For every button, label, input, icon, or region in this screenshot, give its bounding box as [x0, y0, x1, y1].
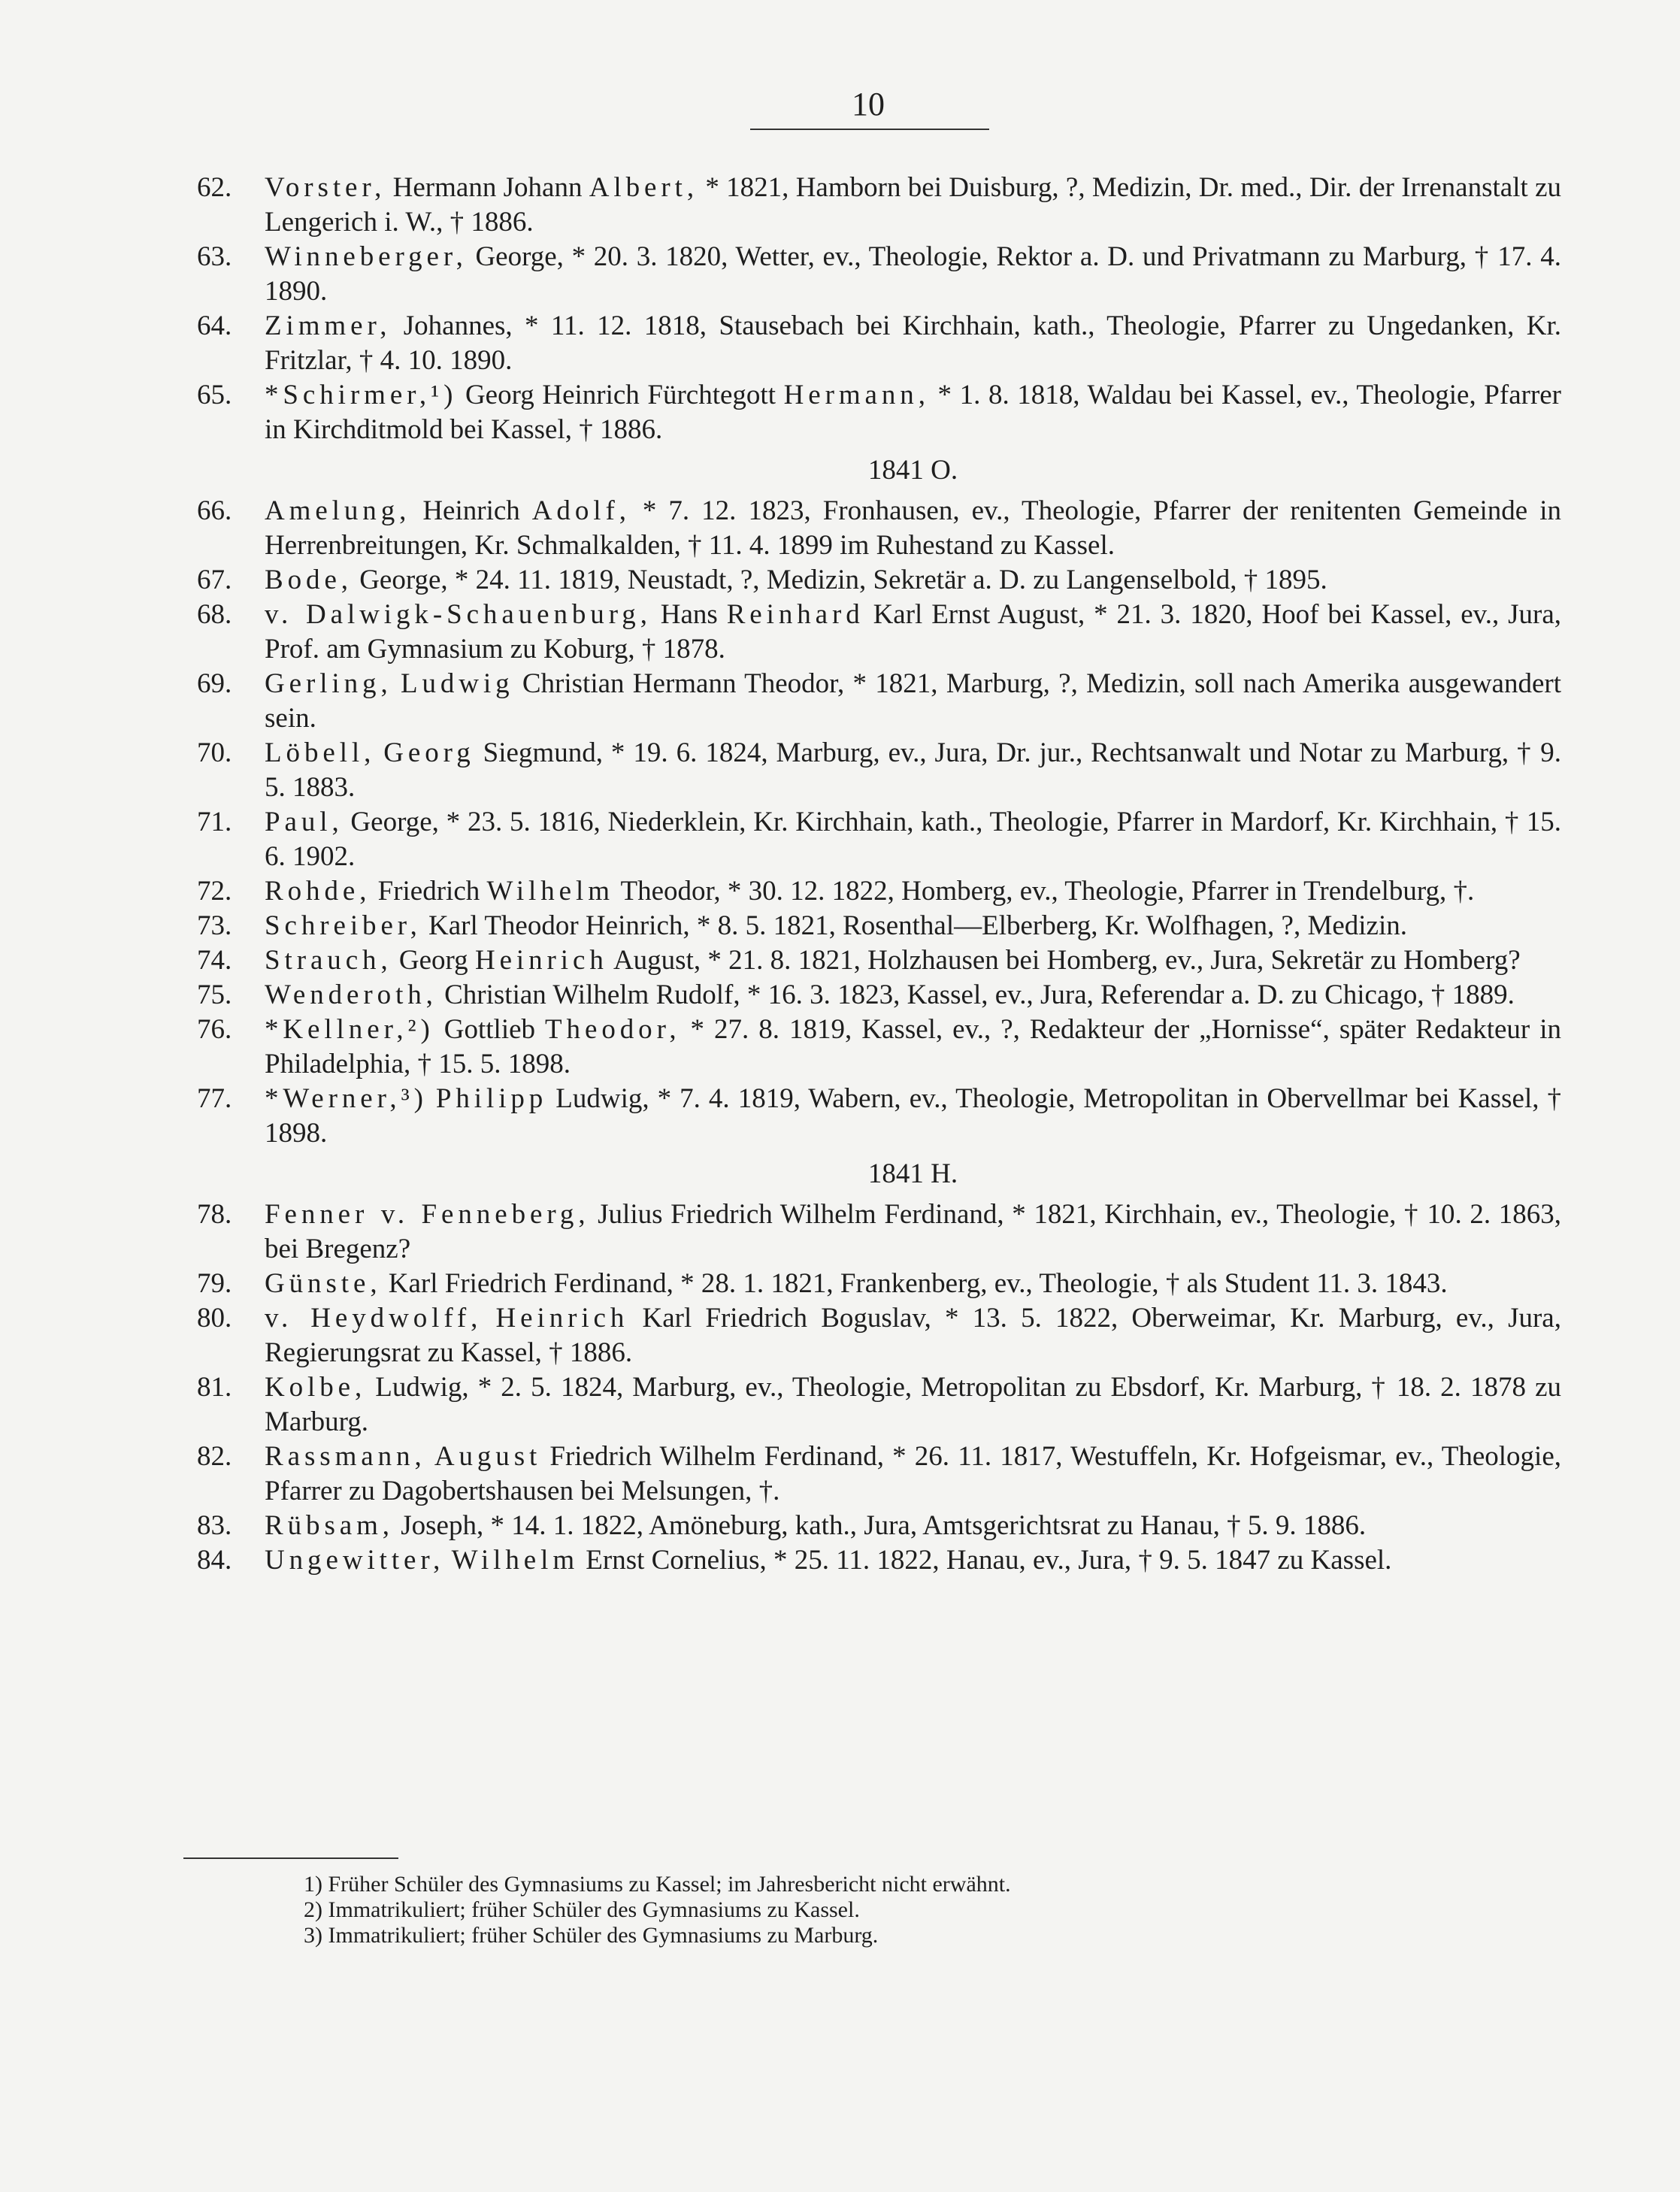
entry-callname: Wilhelm: [486, 876, 614, 907]
entry-number: 67.: [197, 565, 232, 595]
entry-surname: Vorster,: [265, 172, 386, 203]
entry-text: [392, 668, 401, 699]
entry-callname: Heinrich: [474, 945, 608, 976]
entry-surname: Kolbe,: [265, 1372, 367, 1403]
entry: [197, 943, 1561, 978]
entry-number: 71.: [197, 807, 232, 837]
entry: [197, 1301, 1561, 1370]
entry-number: 69.: [197, 668, 232, 699]
entry: [197, 494, 1561, 563]
footnote: 2) Immatrikuliert; früher Schüler des Gymnasiums zu Kassel.: [304, 1897, 860, 1922]
entry-number: 63.: [197, 241, 232, 272]
entry-text: Ludwig, * 7. 4. 1819, Wabern, ev., Theologie, Metropolitan in Obervellmar bei Kassel, † 1898.: [265, 1083, 1561, 1149]
entry-surname: Paul,: [265, 807, 344, 837]
entry-callname: Theodor,: [545, 1014, 681, 1045]
entry: [197, 1082, 1561, 1151]
entry-text: [375, 737, 383, 768]
entry-text: George, * 20. 3. 1820, Wetter, ev., Theologie, Rektor a. D. und Privatmann zu Marburg, † 17. 4. 1890.: [265, 241, 1561, 307]
entry: [197, 1267, 1561, 1301]
entry-callname: Adolf,: [531, 495, 631, 526]
entry-text: * 1. 8. 1818, Waldau bei Kassel, ev., Theologie, Pfarrer in Kirchditmold bei Kassel, † 1886.: [265, 380, 1562, 445]
entry-text: Heinrich: [410, 495, 532, 526]
entry: [197, 309, 1561, 378]
entry-text: * 7. 12. 1823, Fronhausen, ev., Theologie, Pfarrer der renitenten Gemeinde in Herrenbreitungen, Kr. Schmalkalden, † 11. 4. 1899 im Ruhestand zu Kassel.: [265, 495, 1561, 561]
footnote: 3) Immatrikuliert; früher Schüler des Gymnasiums zu Marburg.: [304, 1923, 879, 1948]
entry-text: [426, 1441, 434, 1472]
entry: [197, 1509, 1561, 1543]
entry-callname: Heinrich: [495, 1303, 629, 1334]
entry-surname: Rübsam,: [265, 1510, 394, 1541]
entry-number: 64.: [197, 310, 232, 341]
entry-number: 84.: [197, 1545, 232, 1576]
entry-surname: *Schirmer,¹): [265, 380, 458, 410]
entry-number: 77.: [197, 1083, 232, 1114]
entry: [197, 378, 1561, 447]
entry: [197, 240, 1561, 309]
entry: [197, 667, 1561, 736]
entry-number: 82.: [197, 1441, 232, 1472]
entry-text: * 27. 8. 1819, Kassel, ev., ?, Redakteur der „Hornisse“, später Redakteur in Philadelphia, † 15. 5. 1898.: [265, 1014, 1562, 1079]
entry: [197, 736, 1561, 805]
entry-text: Georg: [392, 945, 475, 976]
entry-number: 80.: [197, 1303, 232, 1334]
footnote: 1) Früher Schüler des Gymnasiums zu Kassel; im Jahresbericht nicht erwähnt.: [304, 1872, 1011, 1897]
header-rule: [750, 129, 989, 130]
entry-text: Friedrich Wilhelm Ferdinand, * 26. 11. 1817, Westuffeln, Kr. Hofgeismar, ev., Theologie, Pfarrer zu Dagobertshausen bei Melsungen, †.: [265, 1441, 1561, 1506]
entry-text: Christian Hermann Theodor, * 1821, Marburg, ?, Medizin, soll nach Amerika ausgewandert sein.: [265, 668, 1561, 734]
entry-text: Joseph, * 14. 1. 1822, Amöneburg, kath., Jura, Amtsgerichtsrat zu Hanau, † 5. 9. 1886.: [393, 1510, 1367, 1541]
entry: [197, 1440, 1561, 1509]
section-heading: 1841 O.: [867, 455, 958, 486]
entry-text: Karl Friedrich Boguslav, * 13. 5. 1822, Oberweimar, Kr. Marburg, ev., Jura, Regierungsrat zu Kassel, † 1886.: [265, 1303, 1561, 1368]
entry: [197, 598, 1561, 667]
entry-surname: Zimmer,: [265, 310, 392, 341]
entry-surname: Bode,: [265, 565, 353, 595]
entry-text: Gottlieb: [434, 1014, 546, 1045]
entry-surname: Winneberger,: [265, 241, 468, 272]
entry-surname: Rassmann,: [265, 1441, 426, 1472]
entry-surname: v. Dalwigk-Schauenburg,: [265, 599, 652, 630]
entry-number: 65.: [197, 380, 232, 410]
entry-callname: Reinhard: [726, 599, 864, 630]
footnote-list: [304, 1872, 1431, 1948]
entry-number: 81.: [197, 1372, 232, 1403]
entry-number: 76.: [197, 1014, 232, 1045]
page-number: 10: [852, 86, 885, 123]
entry-callname: Philipp: [435, 1083, 548, 1114]
entry-callname: Hermann,: [783, 380, 930, 410]
entry-surname: Günste,: [265, 1268, 382, 1299]
entry-callname: Albert,: [589, 172, 698, 203]
entry-number: 70.: [197, 737, 232, 768]
entry-surname: Fenner v. Fenneberg,: [265, 1199, 590, 1230]
entry-callname: August: [434, 1441, 542, 1472]
entry-surname: *Werner,³): [265, 1083, 428, 1114]
entry: [197, 909, 1561, 943]
entry-number: 72.: [197, 876, 232, 907]
entry-text: Karl Theodor Heinrich, * 8. 5. 1821, Rosenthal—Elberberg, Kr. Wolfhagen, ?, Medizin.: [421, 910, 1408, 941]
entry-number: 79.: [197, 1268, 232, 1299]
entry-surname: *Kellner,²): [265, 1014, 434, 1045]
entry-surname: Rohde,: [265, 876, 371, 907]
entry-text: [428, 1083, 436, 1114]
entry-callname: Georg: [383, 737, 475, 768]
entry-text: Johannes, * 11. 12. 1818, Stausebach bei Kirchhain, kath., Theologie, Pfarrer zu Ungedanken, Kr. Fritzlar, † 4. 10. 1890.: [265, 310, 1561, 376]
entry: [197, 1370, 1561, 1440]
entry-text: Theodor, * 30. 12. 1822, Homberg, ev., Theologie, Pfarrer in Trendelburg, †.: [613, 876, 1475, 907]
entry: [197, 171, 1561, 240]
entry-number: 62.: [197, 172, 232, 203]
entry-text: Julius Friedrich Wilhelm Ferdinand, * 1821, Kirchhain, ev., Theologie, † 10. 2. 1863, bei Bregenz?: [265, 1199, 1561, 1264]
entry-number: 66.: [197, 495, 232, 526]
entry-surname: Ungewitter,: [265, 1545, 445, 1576]
entry: [197, 1197, 1561, 1267]
entry-number: 75.: [197, 979, 232, 1010]
entry-callname: Wilhelm: [451, 1545, 580, 1576]
entry: [197, 1543, 1561, 1578]
entry-text: Hans: [651, 599, 727, 630]
entry: [197, 978, 1561, 1013]
entry-surname: v. Heydwolff,: [265, 1303, 483, 1334]
entry-number: 83.: [197, 1510, 232, 1541]
entry-text: Friedrich: [371, 876, 487, 907]
entry-text: Georg Heinrich Fürchtegott: [457, 380, 784, 410]
entry-text: Christian Wilhelm Rudolf, * 16. 3. 1823, Kassel, ev., Jura, Referendar a. D. zu Chicago, † 1889.: [437, 979, 1515, 1010]
entry: [197, 563, 1561, 598]
entry-text: Karl Ernst August, * 21. 3. 1820, Hoof bei Kassel, ev., Jura, Prof. am Gymnasium zu Koburg, † 1878.: [265, 599, 1562, 665]
entry-surname: Wenderoth,: [265, 979, 437, 1010]
entry-text: George, * 24. 11. 1819, Neustadt, ?, Medizin, Sekretär a. D. zu Langenselbold, † 1895.: [352, 565, 1327, 595]
entry-surname: Strauch,: [265, 945, 392, 976]
entry-surname: Löbell,: [265, 737, 376, 768]
entry-text: Ernst Cornelius, * 25. 11. 1822, Hanau, ev., Jura, † 9. 5. 1847 zu Kassel.: [579, 1545, 1392, 1576]
entry-text: Siegmund, * 19. 6. 1824, Marburg, ev., Jura, Dr. jur., Rechtsanwalt und Notar zu Marburg, † 9. 5. 1883.: [265, 737, 1562, 803]
entry-number: 78.: [197, 1199, 232, 1230]
entry-text: * 1821, Hamborn bei Duisburg, ?, Medizin, Dr. med., Dir. der Irrenanstalt zu Lengerich i. W., † 1886.: [265, 172, 1561, 238]
entry-callname: Ludwig: [400, 668, 514, 699]
entry: [197, 874, 1561, 909]
entry-text: George, * 23. 5. 1816, Niederklein, Kr. Kirchhain, kath., Theologie, Pfarrer in Mardorf, Kr. Kirchhain, † 15. 6. 1902.: [265, 807, 1561, 872]
entry-list: [197, 171, 1561, 1578]
entry-number: 68.: [197, 599, 232, 630]
entry-text: Ludwig, * 2. 5. 1824, Marburg, ev., Theologie, Metropolitan zu Ebsdorf, Kr. Marburg, † 18. 2. 1878 zu Marburg.: [265, 1372, 1561, 1437]
entry-text: Hermann Johann: [386, 172, 589, 203]
entry: [197, 805, 1561, 874]
entry-text: [444, 1545, 451, 1576]
entry-number: 74.: [197, 945, 232, 976]
entry-surname: Amelung,: [265, 495, 411, 526]
entry-text: [482, 1303, 495, 1334]
entry: [197, 1013, 1561, 1082]
section-heading: 1841 H.: [867, 1158, 958, 1189]
entry-text: August, * 21. 8. 1821, Holzhausen bei Homberg, ev., Jura, Sekretär zu Homberg?: [607, 945, 1521, 976]
entry-text: Karl Friedrich Ferdinand, * 28. 1. 1821, Frankenberg, ev., Theologie, † als Student 11. 3. 1843.: [381, 1268, 1448, 1299]
entry-number: 73.: [197, 910, 232, 941]
footnote-rule: [183, 1857, 398, 1859]
entry-surname: Gerling,: [265, 668, 392, 699]
entry-surname: Schreiber,: [265, 910, 422, 941]
